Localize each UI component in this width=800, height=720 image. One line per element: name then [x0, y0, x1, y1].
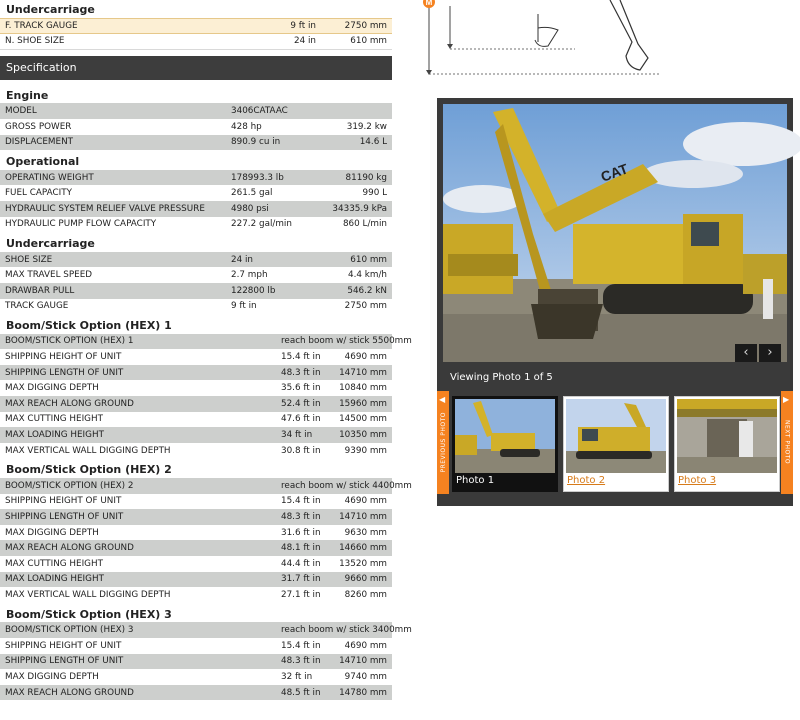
table-row: OPERATING WEIGHT 178993.3 lb 81190 kg [0, 170, 392, 186]
table-row: MAX DIGGING DEPTH 32 ft in 9740 mm [0, 669, 392, 685]
excavator-photo [443, 104, 787, 362]
photo-nav-arrows [733, 344, 781, 362]
next-photo-button[interactable]: › [759, 344, 781, 362]
thumbnail-photo-1[interactable] [452, 396, 558, 492]
table-row: HYDRAULIC PUMP FLOW CAPACITY 227.2 gal/min 860 L/min [0, 217, 392, 233]
next-photo-tab[interactable] [781, 391, 793, 494]
thumbnail-image [455, 399, 555, 473]
table-row: MAX DIGGING DEPTH 35.6 ft in 10840 mm [0, 380, 392, 396]
stick-arm-icon [610, 0, 648, 70]
section-title-boom2: Boom/Stick Option (HEX) 2 [6, 463, 172, 477]
prev-photo-button[interactable]: ‹ [735, 344, 757, 362]
bucket-icon [535, 14, 558, 46]
dimension-diagram [420, 0, 660, 80]
section-title-undercarriage: Undercarriage [6, 237, 95, 251]
table-row: MAX DIGGING DEPTH 31.6 ft in 9630 mm [0, 525, 392, 541]
table-row: TRACK GAUGE 9 ft in 2750 mm [0, 299, 392, 315]
table-row: MAX REACH ALONG GROUND 52.4 ft in 15960 mm [0, 396, 392, 412]
table-row: DISPLACEMENT 890.9 cu in 14.6 L [0, 135, 392, 151]
table-row: MAX LOADING HEIGHT 31.7 ft in 9660 mm [0, 572, 392, 588]
section-title-undercarriage-top: Undercarriage [6, 3, 95, 16]
thumbnail-label: Photo 1 [456, 475, 495, 486]
table-row: BOOM/STICK OPTION (HEX) 1 reach boom w/ stick 5500mm [0, 334, 392, 350]
table-row: N. SHOE SIZE 24 in 610 mm [0, 34, 392, 50]
next-photo-label: NEXT PHOTO [783, 420, 791, 465]
table-row: HYDRAULIC SYSTEM RELIEF VALVE PRESSURE 4980 psi 34335.9 kPa [0, 201, 392, 217]
previous-photo-tab[interactable] [437, 391, 449, 494]
table-row: FUEL CAPACITY 261.5 gal 990 L [0, 185, 392, 201]
photo-gallery [437, 98, 793, 506]
table-row: SHIPPING HEIGHT OF UNIT 15.4 ft in 4690 mm [0, 349, 392, 365]
table-row: MODEL 3406CATAAC [0, 103, 392, 119]
undercarriage-top-table [0, 18, 392, 50]
engine-table [0, 103, 392, 150]
boom3-table [0, 622, 412, 700]
boom1-table [0, 334, 412, 459]
table-row: F. TRACK GAUGE 9 ft in 2750 mm [0, 18, 392, 34]
operational-table [0, 170, 392, 232]
table-row: SHIPPING LENGTH OF UNIT 48.3 ft in 14710 mm [0, 365, 392, 381]
thumbnail-label: Photo 2 [567, 475, 606, 486]
table-row: MAX CUTTING HEIGHT 44.4 ft in 13520 mm [0, 556, 392, 572]
viewing-photo-text: Viewing Photo 1 of 5 [450, 372, 553, 383]
table-row: SHIPPING LENGTH OF UNIT 48.3 ft in 14710 mm [0, 654, 392, 670]
table-row: GROSS POWER 428 hp 319.2 kw [0, 119, 392, 135]
table-row: MAX REACH ALONG GROUND 48.5 ft in 14780 mm [0, 685, 392, 701]
arrow-head [447, 44, 453, 49]
section-title-boom3: Boom/Stick Option (HEX) 3 [6, 607, 172, 621]
section-title-boom1: Boom/Stick Option (HEX) 1 [6, 319, 172, 333]
thumbnail-photo-2[interactable] [563, 396, 669, 492]
table-row: MAX REACH ALONG GROUND 48.1 ft in 14660 mm [0, 540, 392, 556]
previous-photo-label: PREVIOUS PHOTO [439, 412, 447, 473]
boom2-table [0, 478, 412, 603]
table-row: SHOE SIZE 24 in 610 mm [0, 252, 392, 268]
thumbnail-image [677, 399, 777, 473]
chevron-right-icon: ▶ [783, 395, 790, 404]
undercarriage-table [0, 252, 392, 314]
table-row: MAX CUTTING HEIGHT 47.6 ft in 14500 mm [0, 412, 392, 428]
table-row: MAX VERTICAL WALL DIGGING DEPTH 27.1 ft in 8260 mm [0, 587, 392, 603]
table-row: MAX TRAVEL SPEED 2.7 mph 4.4 km/h [0, 267, 392, 283]
chevron-left-icon: ◀ [439, 395, 446, 404]
table-row: SHIPPING HEIGHT OF UNIT 15.4 ft in 4690 mm [0, 638, 392, 654]
thumbnail-image [566, 399, 666, 473]
section-title-engine: Engine [6, 88, 49, 102]
table-row: MAX VERTICAL WALL DIGGING DEPTH 30.8 ft in 9390 mm [0, 443, 392, 459]
main-photo[interactable] [443, 104, 787, 362]
marker-m-label: M [425, 0, 433, 7]
specification-header: Specification [0, 56, 392, 80]
table-row: DRAWBAR PULL 122800 lb 546.2 kN [0, 283, 392, 299]
table-row: MAX LOADING HEIGHT 34 ft in 10350 mm [0, 427, 392, 443]
section-title-operational: Operational [6, 155, 80, 169]
cat-logo-text: CAT [598, 160, 631, 185]
table-row: SHIPPING HEIGHT OF UNIT 15.4 ft in 4690 mm [0, 494, 392, 510]
thumbnail-label: Photo 3 [678, 475, 717, 486]
table-row: BOOM/STICK OPTION (HEX) 2 reach boom w/ stick 4400mm [0, 478, 392, 494]
table-row: SHIPPING LENGTH OF UNIT 48.3 ft in 14710 mm [0, 509, 392, 525]
table-row: BOOM/STICK OPTION (HEX) 3 reach boom w/ stick 3400mm [0, 622, 392, 638]
thumbnail-photo-3[interactable] [674, 396, 780, 492]
